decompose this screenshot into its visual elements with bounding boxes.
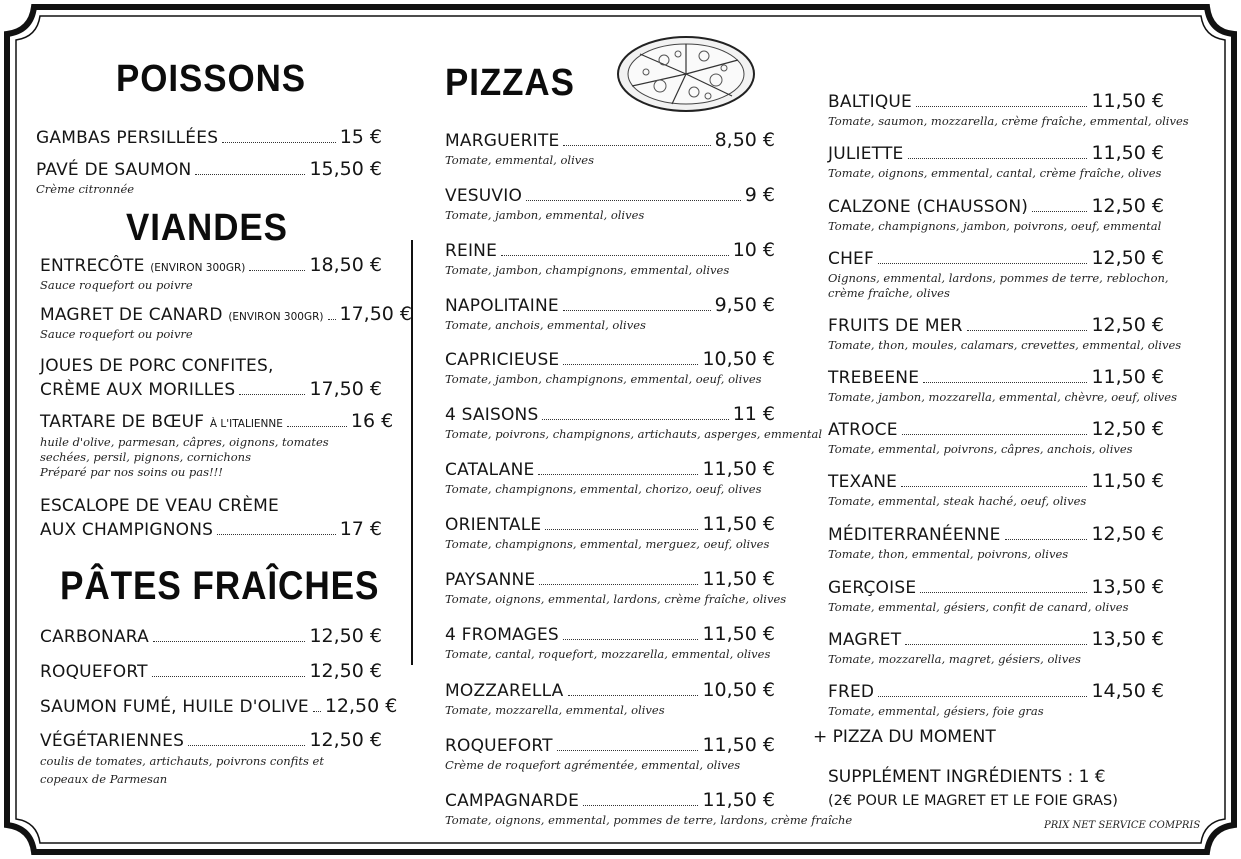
item-description: Tomate, poivrons, champignons, artichauts, asperges, emmental <box>445 427 823 441</box>
item-name: TEXANE <box>828 472 898 492</box>
menu-item <box>445 403 823 442</box>
item-description: Tomate, oignons, emmental, pommes de terre, lardons, crème fraîche <box>445 813 853 827</box>
menu-item <box>828 680 1164 719</box>
leader-dots <box>923 382 1087 383</box>
item-price: 17,50 € <box>309 378 382 400</box>
item-name: PAYSANNE <box>445 570 536 590</box>
item-price: 12,50 € <box>309 729 382 751</box>
leader-dots <box>568 695 699 696</box>
leader-dots <box>916 106 1087 107</box>
item-name: JULIETTE <box>828 144 904 164</box>
menu-item <box>40 660 382 682</box>
item-price: 17 € <box>339 518 382 540</box>
item-name: CRÈME AUX MORILLES <box>40 380 236 400</box>
leader-dots <box>563 310 711 311</box>
item-name-line: JOUES DE PORC CONFITES, <box>40 356 274 376</box>
item-name: FRED <box>828 682 875 702</box>
item-price: 8,50 € <box>714 129 775 151</box>
footer-note: PRIX NET SERVICE COMPRIS <box>1044 820 1201 831</box>
leader-dots <box>545 529 698 530</box>
leader-dots <box>583 805 698 806</box>
menu-item <box>445 679 775 718</box>
item-price: 11,50 € <box>1091 366 1164 388</box>
item-name: FRUITS DE MER <box>828 316 963 336</box>
leader-dots <box>563 145 710 146</box>
item-name: MOZZARELLA <box>445 681 564 701</box>
item-description: sechées, persil, pignons, cornichons <box>40 450 251 464</box>
menu-item <box>445 623 775 662</box>
item-description: Tomate, jambon, champignons, emmental, olives <box>445 263 730 277</box>
item-name-line: ESCALOPE DE VEAU CRÈME <box>40 496 279 516</box>
menu-item <box>445 294 775 333</box>
menu-item <box>40 494 382 540</box>
item-description: Préparé par nos soins ou pas!!! <box>40 465 223 479</box>
menu-item <box>36 126 382 148</box>
item-name: BALTIQUE <box>828 92 912 112</box>
leader-dots <box>542 419 728 420</box>
menu-item <box>828 314 1182 353</box>
item-name: 4 SAISONS <box>445 405 539 425</box>
item-name: MARGUERITE <box>445 131 560 151</box>
leader-dots <box>908 158 1088 159</box>
leader-dots <box>188 745 305 746</box>
item-description: Tomate, emmental, olives <box>445 153 594 167</box>
item-price: 12,50 € <box>1091 247 1164 269</box>
item-name: PAVÉ DE SAUMON <box>36 160 192 180</box>
item-description: Tomate, emmental, gésiers, confit de canard, olives <box>828 600 1129 614</box>
item-price: 11,50 € <box>1091 142 1164 164</box>
item-price: 12,50 € <box>1091 195 1164 217</box>
section-title-pizzas: PIZZAS <box>445 62 575 104</box>
item-name: SAUMON FUMÉ, HUILE D'OLIVE <box>40 697 309 717</box>
item-name: VESUVIO <box>445 186 523 206</box>
item-price: 14,50 € <box>1091 680 1164 702</box>
item-name: CALZONE (CHAUSSON) <box>828 197 1029 217</box>
item-name: CAMPAGNARDE <box>445 791 580 811</box>
item-name: ENTRECÔTE (ENVIRON 300GR) <box>40 256 246 276</box>
item-description: Tomate, emmental, gésiers, foie gras <box>828 704 1044 718</box>
item-name: ROQUEFORT <box>445 736 553 756</box>
item-price: 9,50 € <box>714 294 775 316</box>
leader-dots <box>195 174 305 175</box>
item-description: Tomate, oignons, emmental, cantal, crème fraîche, olives <box>828 166 1162 180</box>
item-description: Tomate, jambon, emmental, olives <box>445 208 645 222</box>
leader-dots <box>313 711 321 712</box>
menu-item <box>445 734 775 773</box>
item-price: 11,50 € <box>702 513 775 535</box>
item-price: 11,50 € <box>702 734 775 756</box>
menu-item <box>40 729 382 787</box>
pizza-illustration-icon <box>612 30 760 116</box>
item-price: 18,50 € <box>309 254 382 276</box>
item-price: 11 € <box>732 403 775 425</box>
item-description: Oignons, emmental, lardons, pommes de terre, reblochon, <box>828 271 1169 285</box>
item-name: TREBEENE <box>828 368 920 388</box>
section-title-poissons: POISSONS <box>116 58 306 100</box>
item-description: Crème citronnée <box>36 182 135 196</box>
leader-dots <box>287 426 347 427</box>
item-price: 11,50 € <box>702 623 775 645</box>
leader-dots <box>328 319 336 320</box>
leader-dots <box>920 592 1087 593</box>
item-price: 13,50 € <box>1091 576 1164 598</box>
leader-dots <box>1005 539 1088 540</box>
item-description: Sauce roquefort ou poivre <box>40 327 193 341</box>
leader-dots <box>878 263 1087 264</box>
item-name: MÉDITERRANÉENNE <box>828 525 1001 545</box>
item-name: ATROCE <box>828 420 898 440</box>
item-description: coulis de tomates, artichauts, poivrons confits et <box>40 754 324 768</box>
item-name: CAPRICIEUSE <box>445 350 560 370</box>
item-description: copeaux de Parmesan <box>40 772 168 786</box>
menu-item <box>828 470 1164 509</box>
menu-item <box>445 789 853 828</box>
leader-dots <box>901 486 1087 487</box>
item-description: Tomate, mozzarella, magret, gésiers, olives <box>828 652 1081 666</box>
menu-item <box>445 184 775 223</box>
item-name: MAGRET DE CANARD (ENVIRON 300GR) <box>40 305 324 325</box>
item-description: crème fraîche, olives <box>828 286 950 300</box>
item-price: 16 € <box>350 410 394 432</box>
item-description: Tomate, jambon, mozzarella, emmental, chèvre, oeuf, olives <box>828 390 1177 404</box>
item-price: 10 € <box>732 239 775 261</box>
menu-item <box>445 129 775 168</box>
menu-item <box>828 247 1169 301</box>
item-name: 4 FROMAGES <box>445 625 559 645</box>
item-description: Tomate, champignons, emmental, merguez, oeuf, olives <box>445 537 770 551</box>
leader-dots <box>967 330 1088 331</box>
item-description: Tomate, cantal, roquefort, mozzarella, emmental, olives <box>445 647 771 661</box>
item-price: 12,50 € <box>309 625 382 647</box>
leader-dots <box>526 200 741 201</box>
menu-item <box>445 568 787 607</box>
item-price: 11,50 € <box>702 789 775 811</box>
menu-item <box>445 513 775 552</box>
leader-dots <box>217 534 336 535</box>
item-price: 12,50 € <box>1091 418 1164 440</box>
leader-dots <box>539 584 698 585</box>
supplement-line: SUPPLÉMENT INGRÉDIENTS : 1 € <box>828 767 1106 787</box>
leader-dots <box>902 434 1088 435</box>
item-description: Tomate, emmental, steak haché, oeuf, olives <box>828 494 1087 508</box>
menu-item <box>828 90 1189 129</box>
section-title-viandes: VIANDES <box>126 207 288 249</box>
leader-dots <box>239 394 305 395</box>
item-name: CATALANE <box>445 460 535 480</box>
item-price: 12,50 € <box>324 695 398 717</box>
menu-item <box>828 576 1164 615</box>
menu-item <box>445 239 775 278</box>
menu-item <box>40 695 398 717</box>
menu-item <box>40 254 382 293</box>
item-description: Tomate, mozzarella, emmental, olives <box>445 703 665 717</box>
item-name: REINE <box>445 241 498 261</box>
menu-item <box>828 628 1164 667</box>
section-title-pates: PÂTES FRAÎCHES <box>60 564 380 608</box>
item-price: 15 € <box>339 126 382 148</box>
item-description: Tomate, champignons, emmental, chorizo, oeuf, olives <box>445 482 762 496</box>
leader-dots <box>222 142 336 143</box>
menu-item <box>36 158 382 197</box>
item-name: ORIENTALE <box>445 515 542 535</box>
menu-item <box>828 418 1164 457</box>
item-description: huile d'olive, parmesan, câpres, oignons, tomates <box>40 435 329 449</box>
item-price: 10,50 € <box>702 348 775 370</box>
leader-dots <box>249 270 305 271</box>
leader-dots <box>152 676 306 677</box>
item-price: 9 € <box>744 184 775 206</box>
supplement-note: (2€ POUR LE MAGRET ET LE FOIE GRAS) <box>828 793 1118 809</box>
item-price: 15,50 € <box>309 158 382 180</box>
item-price: 11,50 € <box>702 458 775 480</box>
leader-dots <box>153 641 306 642</box>
item-price: 17,50 € <box>339 303 413 325</box>
menu-item <box>40 354 382 400</box>
menu-item <box>40 410 394 480</box>
item-description: Tomate, anchois, emmental, olives <box>445 318 646 332</box>
leader-dots <box>557 750 699 751</box>
item-description: Tomate, thon, emmental, poivrons, olives <box>828 547 1069 561</box>
item-price: 11,50 € <box>1091 470 1164 492</box>
item-name: TARTARE DE BŒUF À L'ITALIENNE <box>40 412 283 432</box>
item-price: 12,50 € <box>309 660 382 682</box>
pizza-du-moment: + PIZZA DU MOMENT <box>813 727 996 747</box>
item-name: GAMBAS PERSILLÉES <box>36 128 219 148</box>
leader-dots <box>538 474 698 475</box>
menu-item <box>40 303 413 342</box>
item-price: 12,50 € <box>1091 314 1164 336</box>
leader-dots <box>905 644 1087 645</box>
menu-item <box>445 458 775 497</box>
menu-item <box>828 142 1164 181</box>
item-price: 13,50 € <box>1091 628 1164 650</box>
leader-dots <box>563 364 698 365</box>
item-name: CHEF <box>828 249 874 269</box>
menu-item <box>828 195 1164 234</box>
item-name: AUX CHAMPIGNONS <box>40 520 214 540</box>
item-price: 11,50 € <box>1091 90 1164 112</box>
menu-item <box>445 348 775 387</box>
item-description: Tomate, thon, moules, calamars, crevettes, emmental, olives <box>828 338 1182 352</box>
item-description: Tomate, saumon, mozzarella, crème fraîche, emmental, olives <box>828 114 1189 128</box>
menu-item <box>828 366 1177 405</box>
item-description: Sauce roquefort ou poivre <box>40 278 193 292</box>
item-name: VÉGÉTARIENNES <box>40 731 185 751</box>
item-description: Crème de roquefort agrémentée, emmental, olives <box>445 758 741 772</box>
item-description: Tomate, oignons, emmental, lardons, crème fraîche, olives <box>445 592 787 606</box>
item-description: Tomate, jambon, champignons, emmental, oeuf, olives <box>445 372 762 386</box>
item-description: Tomate, emmental, poivrons, câpres, anchois, olives <box>828 442 1133 456</box>
item-price: 11,50 € <box>702 568 775 590</box>
item-description: Tomate, champignons, jambon, poivrons, oeuf, emmental <box>828 219 1162 233</box>
item-price: 12,50 € <box>1091 523 1164 545</box>
leader-dots <box>1032 211 1087 212</box>
item-name: NAPOLITAINE <box>445 296 559 316</box>
item-name: GERÇOISE <box>828 578 917 598</box>
leader-dots <box>563 639 699 640</box>
item-name: CARBONARA <box>40 627 149 647</box>
item-name: ROQUEFORT <box>40 662 148 682</box>
leader-dots <box>501 255 729 256</box>
menu-item <box>40 625 382 647</box>
leader-dots <box>878 696 1087 697</box>
item-price: 10,50 € <box>702 679 775 701</box>
menu-item <box>828 523 1164 562</box>
item-name: MAGRET <box>828 630 902 650</box>
